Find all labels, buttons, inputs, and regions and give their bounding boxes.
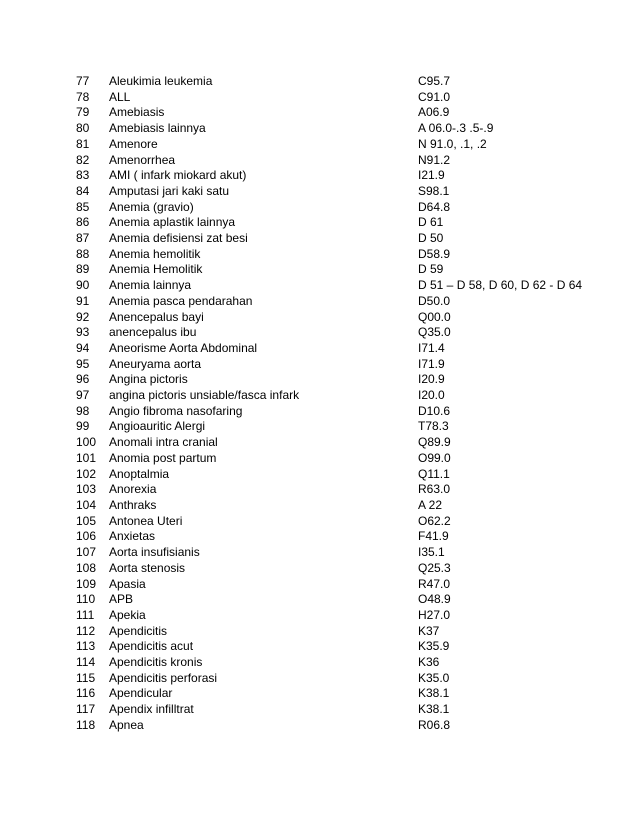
icd-code: I35.1 (418, 545, 445, 560)
icd-code: D 51 – D 58, D 60, D 62 - D 64 (418, 278, 583, 293)
row-number: 107 (76, 545, 97, 560)
table-row (76, 419, 582, 435)
diagnosis-name: ALL (109, 89, 131, 104)
icd-code: D 59 (418, 262, 444, 277)
row-number: 104 (76, 497, 97, 512)
icd-code: O62.2 (418, 513, 451, 528)
row-number: 78 (76, 89, 90, 104)
row-number: 101 (76, 450, 97, 465)
row-number: 108 (76, 560, 97, 575)
icd-code: R47.0 (418, 576, 451, 591)
diagnosis-name: Anemia (gravio) (109, 199, 194, 214)
diagnosis-name: Apendicitis kronis (109, 655, 203, 670)
table-row (76, 247, 582, 263)
diagnosis-name: AMI ( infark miokard akut) (109, 168, 247, 183)
icd-code: K38.1 (418, 686, 450, 701)
row-number: 99 (76, 419, 90, 434)
row-number: 79 (76, 105, 90, 120)
diagnosis-name: Anthraks (109, 497, 157, 512)
table-row (76, 184, 582, 200)
table-row (76, 529, 582, 545)
row-number: 113 (76, 639, 96, 654)
icd-code: R63.0 (418, 482, 451, 497)
icd-code: K35.0 (418, 670, 450, 685)
diagnosis-name: Apasia (109, 576, 146, 591)
icd-code: K35.9 (418, 639, 450, 654)
table-row (76, 451, 582, 467)
diagnosis-name: Apendicitis perforasi (109, 670, 218, 685)
row-number: 95 (76, 356, 90, 371)
row-number: 86 (76, 215, 90, 230)
icd-code: Q89.9 (418, 435, 451, 450)
icd-code: A 06.0-.3 .5-.9 (418, 121, 494, 136)
row-number: 97 (76, 388, 90, 403)
icd-code: D50.0 (418, 293, 451, 308)
table-row (76, 577, 582, 593)
table-row (76, 482, 582, 498)
icd-code: O48.9 (418, 592, 451, 607)
row-number: 92 (76, 309, 90, 324)
row-number: 85 (76, 199, 90, 214)
row-number: 80 (76, 121, 90, 136)
table-row (76, 686, 582, 702)
table-row (76, 624, 582, 640)
diagnosis-code-table (76, 74, 582, 734)
icd-code: I71.9 (418, 356, 445, 371)
diagnosis-name: Anencepalus bayi (109, 309, 204, 324)
table-row (76, 294, 582, 310)
row-number: 100 (76, 435, 97, 450)
icd-code: D58.9 (418, 246, 451, 261)
table-row (76, 608, 582, 624)
diagnosis-name: Apendicular (109, 686, 173, 701)
table-row (76, 702, 582, 718)
icd-code: K36 (418, 655, 440, 670)
table-row (76, 498, 582, 514)
diagnosis-name: Anemia defisiensi zat besi (109, 231, 248, 246)
diagnosis-name: Angina pictoris (109, 372, 188, 387)
icd-code: I21.9 (418, 168, 445, 183)
diagnosis-name: Apendicitis (109, 623, 168, 638)
diagnosis-name: Angioauritic Alergi (109, 419, 206, 434)
row-number: 105 (76, 513, 97, 528)
icd-code: A 22 (418, 497, 443, 512)
table-row (76, 105, 582, 121)
row-number: 102 (76, 466, 97, 481)
diagnosis-name: Amputasi jari kaki satu (109, 183, 230, 198)
icd-code: I20.9 (418, 372, 445, 387)
row-number: 106 (76, 529, 97, 544)
icd-code: C91.0 (418, 89, 451, 104)
table-row (76, 639, 582, 655)
table-row (76, 231, 582, 247)
row-number: 117 (76, 702, 96, 717)
row-number: 82 (76, 152, 90, 167)
diagnosis-code-rows (76, 74, 582, 734)
row-number: 87 (76, 231, 90, 246)
table-row (76, 435, 582, 451)
diagnosis-name: Apendix infilltrat (109, 702, 194, 717)
icd-code: O99.0 (418, 450, 451, 465)
table-row (76, 341, 582, 357)
icd-code: Q35.0 (418, 325, 451, 340)
icd-code: I71.4 (418, 340, 445, 355)
row-number: 109 (76, 576, 97, 591)
diagnosis-name: Apendicitis acut (109, 639, 194, 654)
table-row (76, 561, 582, 577)
row-number: 111 (76, 607, 95, 622)
table-row (76, 215, 582, 231)
table-row (76, 168, 582, 184)
diagnosis-name: Anxietas (109, 529, 156, 544)
table-row (76, 357, 582, 373)
diagnosis-name: Anemia hemolitik (109, 246, 201, 261)
table-row (76, 325, 582, 341)
icd-code: D 50 (418, 231, 444, 246)
icd-code: K37 (418, 623, 440, 638)
icd-code: D64.8 (418, 199, 451, 214)
icd-code: S98.1 (418, 183, 450, 198)
row-number: 96 (76, 372, 90, 387)
row-number: 98 (76, 403, 90, 418)
row-number: 84 (76, 183, 90, 198)
icd-code: T78.3 (418, 419, 449, 434)
row-number: 90 (76, 278, 90, 293)
table-row (76, 121, 582, 137)
icd-code: R06.8 (418, 717, 451, 732)
diagnosis-name: Anoptalmia (109, 466, 170, 481)
diagnosis-name: Aleukimia leukemia (109, 74, 213, 88)
diagnosis-name: Anomia post partum (109, 450, 217, 465)
diagnosis-name: Amenorrhea (109, 152, 176, 167)
table-row (76, 262, 582, 278)
diagnosis-name: Anemia lainnya (109, 278, 192, 293)
row-number: 103 (76, 482, 97, 497)
table-row (76, 467, 582, 483)
row-number: 114 (76, 655, 96, 670)
diagnosis-name: Amebiasis (109, 105, 165, 120)
table-row (76, 137, 582, 153)
row-number: 89 (76, 262, 90, 277)
row-number: 94 (76, 340, 90, 355)
diagnosis-name: Amenore (109, 136, 158, 151)
table-row (76, 74, 582, 90)
icd-code: Q25.3 (418, 560, 451, 575)
table-row (76, 592, 582, 608)
diagnosis-name: Anomali intra cranial (109, 435, 218, 450)
table-row (76, 90, 582, 106)
row-number: 88 (76, 246, 90, 261)
icd-code: Q00.0 (418, 309, 451, 324)
icd-code: H27.0 (418, 607, 451, 622)
table-row (76, 545, 582, 561)
diagnosis-name: anencepalus ibu (109, 325, 197, 340)
row-number: 118 (76, 717, 96, 732)
icd-code: A06.9 (418, 105, 450, 120)
row-number: 81 (76, 136, 90, 151)
icd-code: N 91.0, .1, .2 (418, 136, 487, 151)
row-number: 77 (76, 74, 90, 88)
diagnosis-name: Angio fibroma nasofaring (109, 403, 243, 418)
table-row (76, 200, 582, 216)
diagnosis-name: Anorexia (109, 482, 157, 497)
diagnosis-name: Aorta insufisianis (109, 545, 200, 560)
icd-code: I20.0 (418, 388, 445, 403)
row-number: 115 (76, 670, 96, 685)
icd-code: N91.2 (418, 152, 451, 167)
row-number: 110 (76, 592, 96, 607)
table-row (76, 655, 582, 671)
diagnosis-name: Apekia (109, 607, 146, 622)
icd-code: Q11.1 (418, 466, 450, 481)
diagnosis-name: Amebiasis lainnya (109, 121, 206, 136)
diagnosis-name: Apnea (109, 717, 144, 732)
diagnosis-name: Aorta stenosis (109, 560, 186, 575)
icd-code: F41.9 (418, 529, 449, 544)
table-row (76, 514, 582, 530)
icd-code: C95.7 (418, 74, 451, 88)
row-number: 93 (76, 325, 90, 340)
row-number: 83 (76, 168, 90, 183)
diagnosis-name: Anemia Hemolitik (109, 262, 203, 277)
row-number: 112 (76, 623, 96, 638)
diagnosis-name: angina pictoris unsiable/fasca infark (109, 388, 300, 403)
table-row (76, 372, 582, 388)
row-number: 116 (76, 686, 96, 701)
icd-code: D10.6 (418, 403, 451, 418)
diagnosis-name: Anemia pasca pendarahan (109, 293, 253, 308)
icd-code: D 61 (418, 215, 444, 230)
table-row (76, 310, 582, 326)
table-row (76, 671, 582, 687)
diagnosis-name: Antonea Uteri (109, 513, 183, 528)
table-row (76, 404, 582, 420)
icd-code: K38.1 (418, 702, 450, 717)
table-row (76, 153, 582, 169)
table-row (76, 278, 582, 294)
row-number: 91 (76, 293, 90, 308)
table-row (76, 388, 582, 404)
table-row (76, 718, 582, 734)
diagnosis-name: Aneorisme Aorta Abdominal (109, 340, 258, 355)
diagnosis-name: Aneuryama aorta (109, 356, 202, 371)
diagnosis-name: APB (109, 592, 134, 607)
diagnosis-name: Anemia aplastik lainnya (109, 215, 236, 230)
